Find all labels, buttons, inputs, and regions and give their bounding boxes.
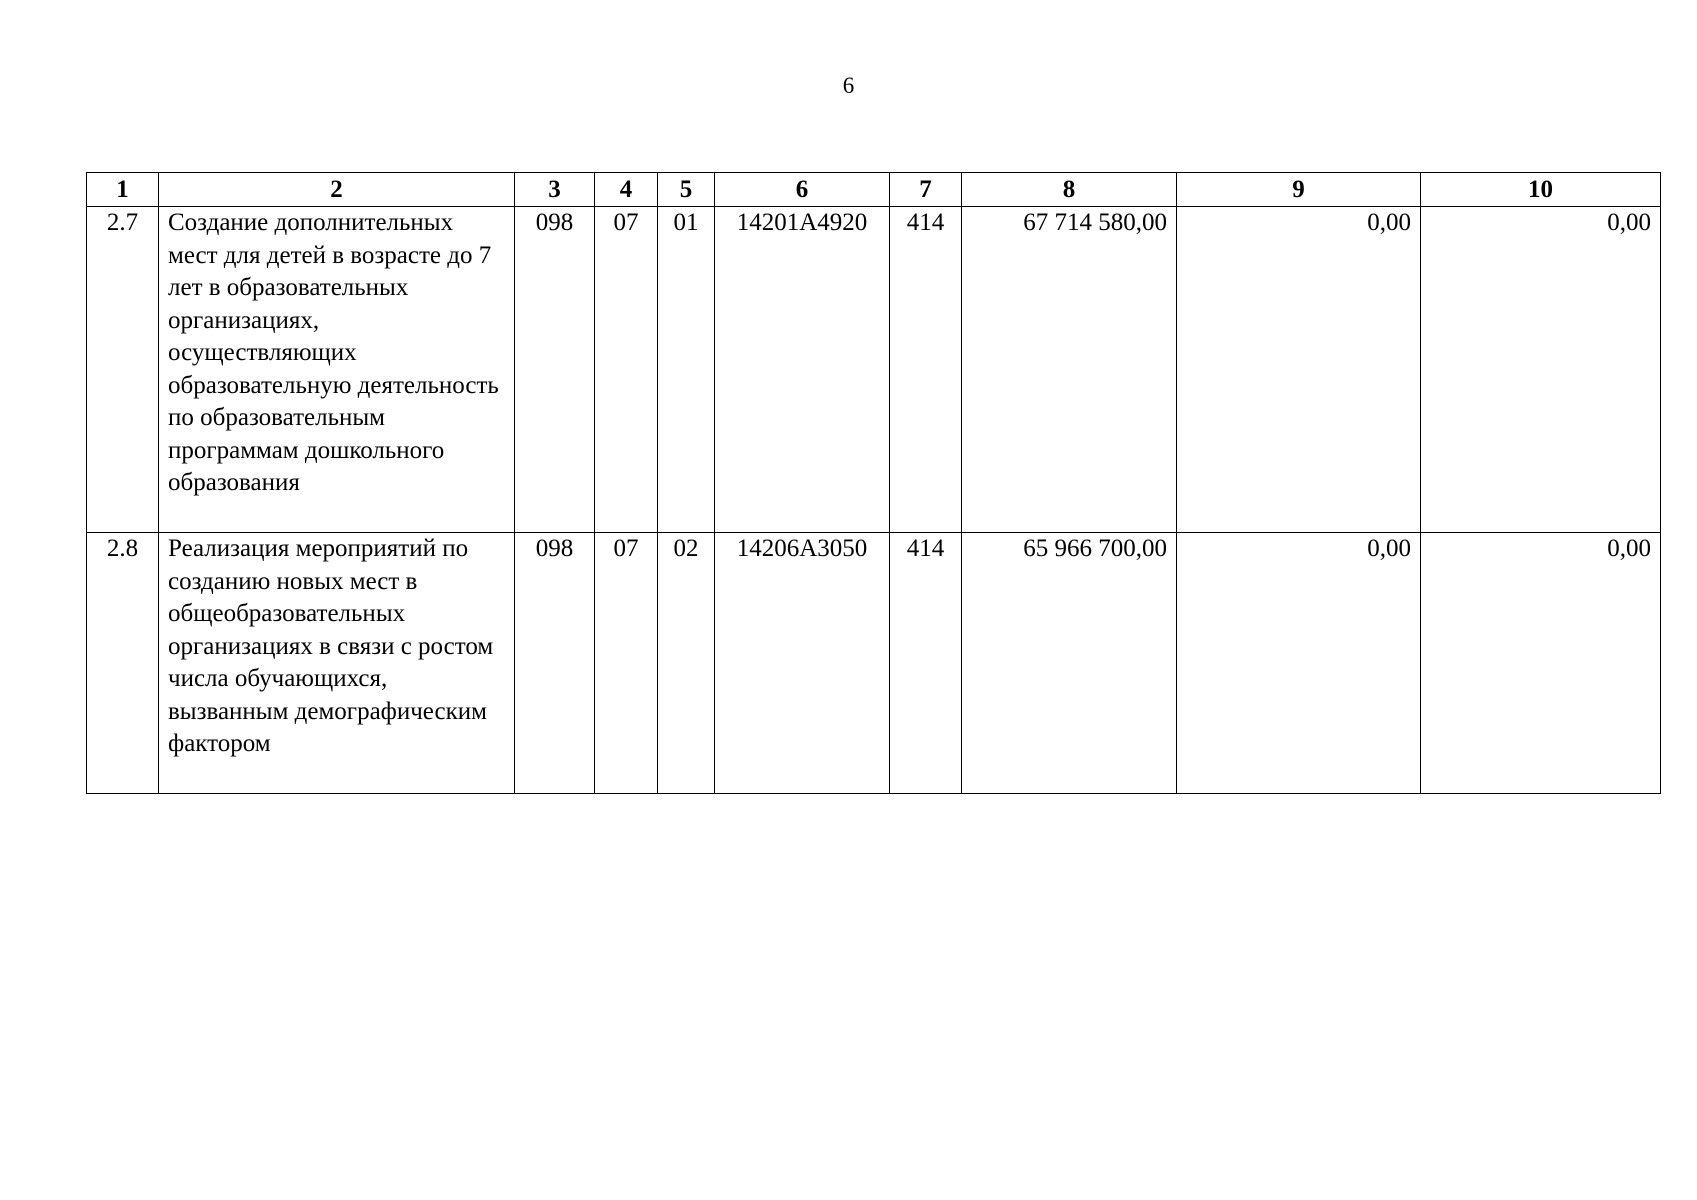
row-col-7: 414 bbox=[890, 207, 962, 533]
row-col-8: 65 966 700,00 bbox=[962, 533, 1177, 794]
row-col-3: 098 bbox=[515, 207, 595, 533]
header-col-6: 6 bbox=[715, 173, 890, 207]
budget-table bbox=[86, 172, 1661, 794]
row-col-10: 0,00 bbox=[1421, 533, 1661, 794]
table-row bbox=[87, 533, 1661, 794]
row-col-4: 07 bbox=[595, 533, 658, 794]
header-col-5: 5 bbox=[658, 173, 715, 207]
row-number: 2.8 bbox=[87, 533, 159, 794]
row-col-9: 0,00 bbox=[1177, 533, 1421, 794]
row-col-8: 67 714 580,00 bbox=[962, 207, 1177, 533]
row-col-4: 07 bbox=[595, 207, 658, 533]
header-col-4: 4 bbox=[595, 173, 658, 207]
header-col-3: 3 bbox=[515, 173, 595, 207]
page-number: 6 bbox=[842, 73, 855, 98]
row-col-9: 0,00 bbox=[1177, 207, 1421, 533]
row-col-7: 414 bbox=[890, 533, 962, 794]
header-col-9: 9 bbox=[1177, 173, 1421, 207]
row-name: Создание дополнительных мест для детей в возрасте до 7 лет в образовательных организациях, осуществляющих образовательную деятельность по образовательным программам дошкольного образования bbox=[159, 207, 515, 533]
header-row bbox=[87, 173, 1661, 207]
header-col-8: 8 bbox=[962, 173, 1177, 207]
row-col-5: 01 bbox=[658, 207, 715, 533]
table-row bbox=[87, 207, 1661, 533]
row-col-10: 0,00 bbox=[1421, 207, 1661, 533]
row-col-5: 02 bbox=[658, 533, 715, 794]
row-col-6: 14206А3050 bbox=[715, 533, 890, 794]
row-name: Реализация мероприятий по созданию новых мест в общеобразовательных организациях в связи с ростом числа обучающихся, вызванным демографическим фактором bbox=[159, 533, 515, 794]
row-number: 2.7 bbox=[87, 207, 159, 533]
header-col-7: 7 bbox=[890, 173, 962, 207]
header-col-2: 2 bbox=[159, 173, 515, 207]
header-col-10: 10 bbox=[1421, 173, 1661, 207]
row-col-3: 098 bbox=[515, 533, 595, 794]
header-col-1: 1 bbox=[87, 173, 159, 207]
row-col-6: 14201А4920 bbox=[715, 207, 890, 533]
